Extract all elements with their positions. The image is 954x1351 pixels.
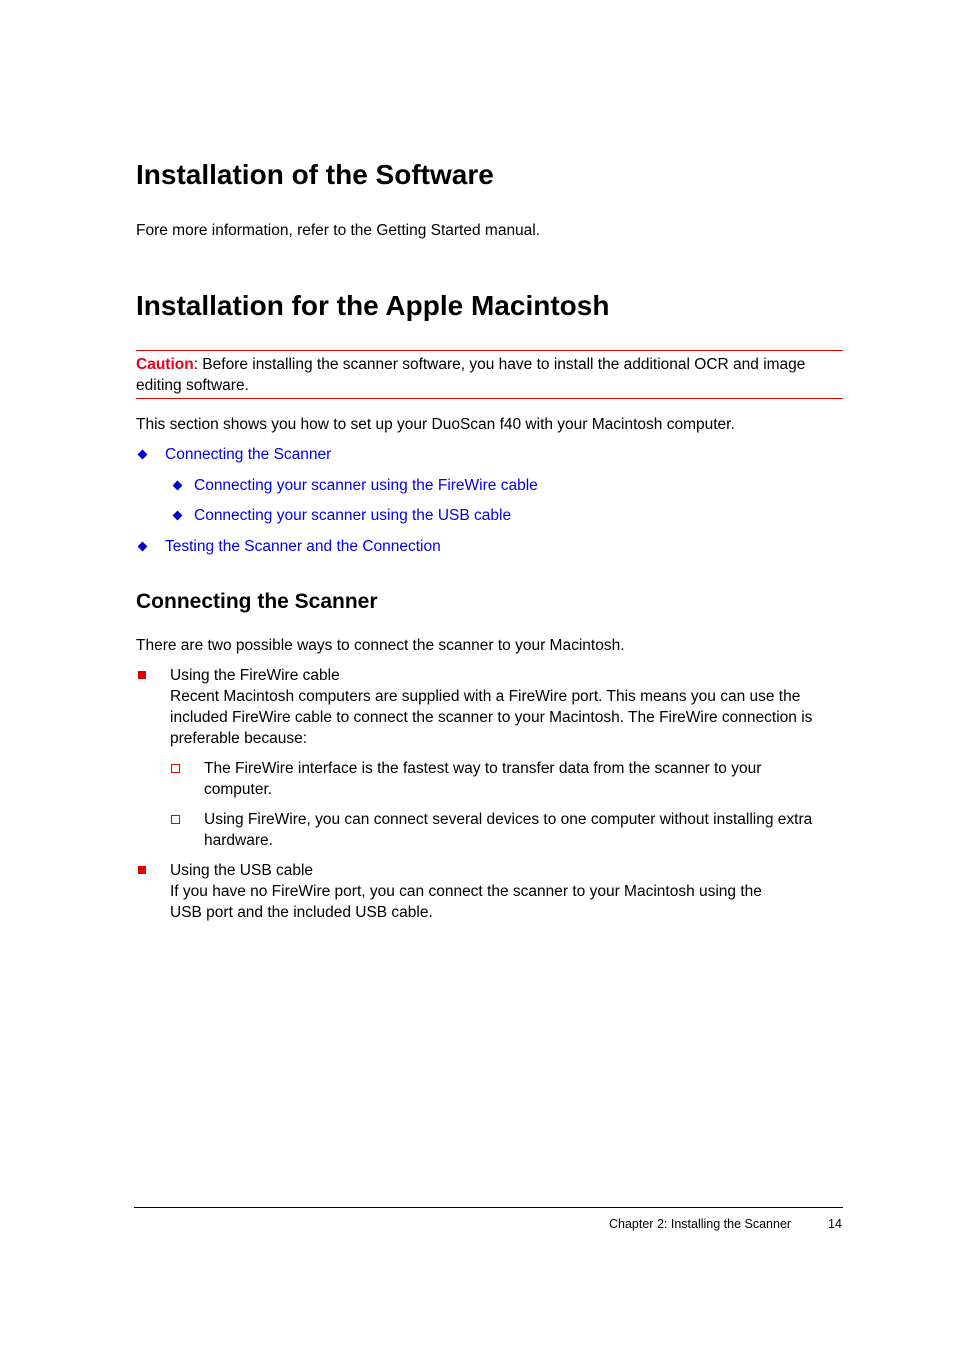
caution-text: : Before installing the scanner software, you have to install the additional OCR and image [193, 356, 806, 373]
link-usb-cable[interactable]: Connecting your scanner using the USB cable [194, 507, 512, 524]
caution-label: Caution [136, 356, 194, 373]
square-bullet-icon [138, 866, 146, 874]
caution-bottom-rule [136, 398, 843, 399]
reason-1-line-1: The FireWire interface is the fastest way to transfer data from the scanner to your [204, 760, 762, 777]
usb-desc-line-1: If you have no FireWire port, you can connect the scanner to your Macintosh using the [170, 883, 762, 900]
connect-intro: There are two possible ways to connect the scanner to your Macintosh. [136, 637, 625, 654]
reason-1-line-2: computer. [204, 781, 273, 798]
footer-page-number: 14 [828, 1217, 842, 1231]
link-firewire-cable[interactable]: Connecting your scanner using the FireWire cable [194, 477, 538, 494]
link-connecting-scanner[interactable]: Connecting the Scanner [165, 446, 332, 463]
diamond-bullet-icon [173, 511, 183, 521]
firewire-title: Using the FireWire cable [170, 667, 340, 684]
heading-installation-mac: Installation for the Apple Macintosh [136, 290, 610, 321]
footer-chapter: Chapter 2: Installing the Scanner [609, 1217, 792, 1231]
firewire-desc-line-3: preferable because: [170, 730, 308, 747]
link-testing-scanner[interactable]: Testing the Scanner and the Connection [165, 538, 441, 555]
usb-desc-line-2: USB port and the included USB cable. [170, 904, 433, 921]
diamond-bullet-icon [138, 450, 148, 460]
open-square-bullet-icon [171, 764, 180, 773]
firewire-desc-line-2: included FireWire cable to connect the scanner to your Macintosh. The FireWire connection is [170, 709, 813, 726]
caution-line-2: editing software. [136, 377, 249, 394]
firewire-desc-line-1: Recent Macintosh computers are supplied with a FireWire port. This means you can use the [170, 688, 801, 705]
intro-text: Fore more information, refer to the Getting Started manual. [136, 222, 541, 239]
caution-top-rule [136, 350, 843, 351]
section-intro: This section shows you how to set up your DuoScan f40 with your Macintosh computer. [136, 416, 735, 433]
heading-connecting-scanner: Connecting the Scanner [136, 590, 378, 613]
footer-rule [134, 1207, 843, 1208]
usb-title: Using the USB cable [170, 862, 314, 879]
reason-2-line-1: Using FireWire, you can connect several devices to one computer without installing extra [204, 811, 813, 828]
open-square-bullet-icon [171, 815, 180, 824]
diamond-bullet-icon [173, 481, 183, 491]
caution-line-1 [136, 354, 805, 375]
reason-2-line-2: hardware. [204, 832, 273, 849]
diamond-bullet-icon [138, 542, 148, 552]
square-bullet-icon [138, 671, 146, 679]
heading-installation-software: Installation of the Software [136, 159, 494, 190]
